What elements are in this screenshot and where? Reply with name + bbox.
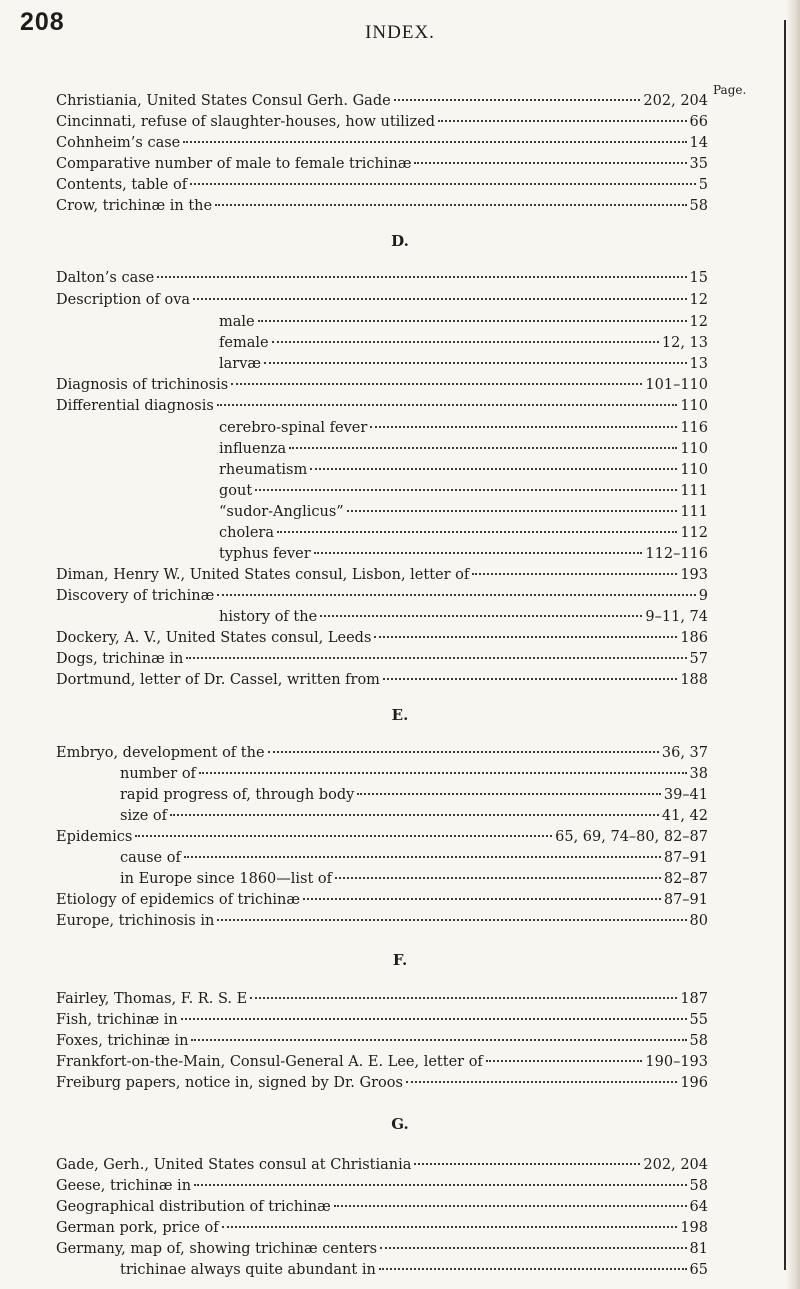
index-entry: Geese, trichinæ in 58	[56, 1178, 708, 1194]
index-entry: Christiania, United States Consul Gerh. Gade 202, 204	[56, 93, 708, 109]
index-subentry: rapid progress of, through body 39–41	[120, 787, 708, 803]
running-head: INDEX.	[365, 22, 435, 43]
index-entry: Germany, map of, showing trichinæ centers 81	[56, 1241, 708, 1257]
index-entry: Geographical distribution of trichinæ 64	[56, 1199, 708, 1215]
index-subentry: size of 41, 42	[120, 808, 708, 824]
index-entry: Fairley, Thomas, F. R. S. E 187	[56, 991, 708, 1007]
page-edge-line	[784, 20, 786, 1270]
index-entry: Freiburg papers, notice in, signed by Dr. Groos 196	[56, 1075, 708, 1091]
page-number: 208	[20, 8, 65, 36]
index-subentry: in Europe since 1860—list of 82–87	[120, 871, 708, 887]
section-letter-f: F.	[392, 951, 408, 969]
index-subentry: trichinae always quite abundant in 65	[120, 1262, 708, 1278]
index-subentry: gout 111	[219, 483, 708, 499]
index-entry: Foxes, trichinæ in 58	[56, 1033, 708, 1049]
section-letter-g: G.	[391, 1115, 409, 1133]
index-entry: Dortmund, letter of Dr. Cassel, written from 188	[56, 672, 708, 688]
index-entry: Etiology of epidemics of trichinæ 87–91	[56, 892, 708, 908]
index-subentry: larvæ 13	[219, 356, 708, 372]
section-letter-d: D.	[391, 232, 409, 250]
page-column-label: Page.	[713, 83, 747, 97]
index-entry: Gade, Gerh., United States consul at Christiania 202, 204	[56, 1157, 708, 1173]
index-subentry: influenza 110	[219, 441, 708, 457]
index-entry: Discovery of trichinæ 9	[56, 588, 708, 604]
index-subentry: typhus fever 112–116	[219, 546, 708, 562]
index-entry: Description of ova 12	[56, 292, 708, 308]
index-subentry: female 12, 13	[219, 335, 708, 351]
index-entry: Frankfort-on-the-Main, Consul-General A. E. Lee, letter of 190–193	[56, 1054, 708, 1070]
index-entry: Cohnheim’s case 14	[56, 135, 708, 151]
section-letter-e: E.	[391, 706, 409, 724]
index-subentry: cholera 112	[219, 525, 708, 541]
index-entry: Contents, table of 5	[56, 177, 708, 193]
index-entry: Crow, trichinæ in the 58	[56, 198, 708, 214]
index-entry: Dogs, trichinæ in 57	[56, 651, 708, 667]
page-edge-shadow	[786, 0, 800, 1289]
index-entry: Comparative number of male to female trichinæ 35	[56, 156, 708, 172]
index-entry: Cincinnati, refuse of slaughter-houses, how utilized 66	[56, 114, 708, 130]
index-subentry: cause of 87–91	[120, 850, 708, 866]
index-subentry: number of 38	[120, 766, 708, 782]
index-entry: Differential diagnosis 110	[56, 398, 708, 414]
index-entry: Epidemics 65, 69, 74–80, 82–87	[56, 829, 708, 845]
index-subentry: male 12	[219, 314, 708, 330]
index-entry: Diagnosis of trichinosis 101–110	[56, 377, 708, 393]
index-entry: Embryo, development of the 36, 37	[56, 745, 708, 761]
index-subentry: rheumatism 110	[219, 462, 708, 478]
index-entry: Europe, trichinosis in 80	[56, 913, 708, 929]
index-entry: Dalton’s case 15	[56, 270, 708, 286]
index-entry: Dockery, A. V., United States consul, Leeds 186	[56, 630, 708, 646]
index-subentry: “sudor-Anglicus” 111	[219, 504, 708, 520]
index-entry: German pork, price of 198	[56, 1220, 708, 1236]
index-subentry: history of the 9–11, 74	[219, 609, 708, 625]
index-entry: Diman, Henry W., United States consul, Lisbon, letter of 193	[56, 567, 708, 583]
index-entry: Fish, trichinæ in 55	[56, 1012, 708, 1028]
index-subentry: cerebro-spinal fever 116	[219, 420, 708, 436]
